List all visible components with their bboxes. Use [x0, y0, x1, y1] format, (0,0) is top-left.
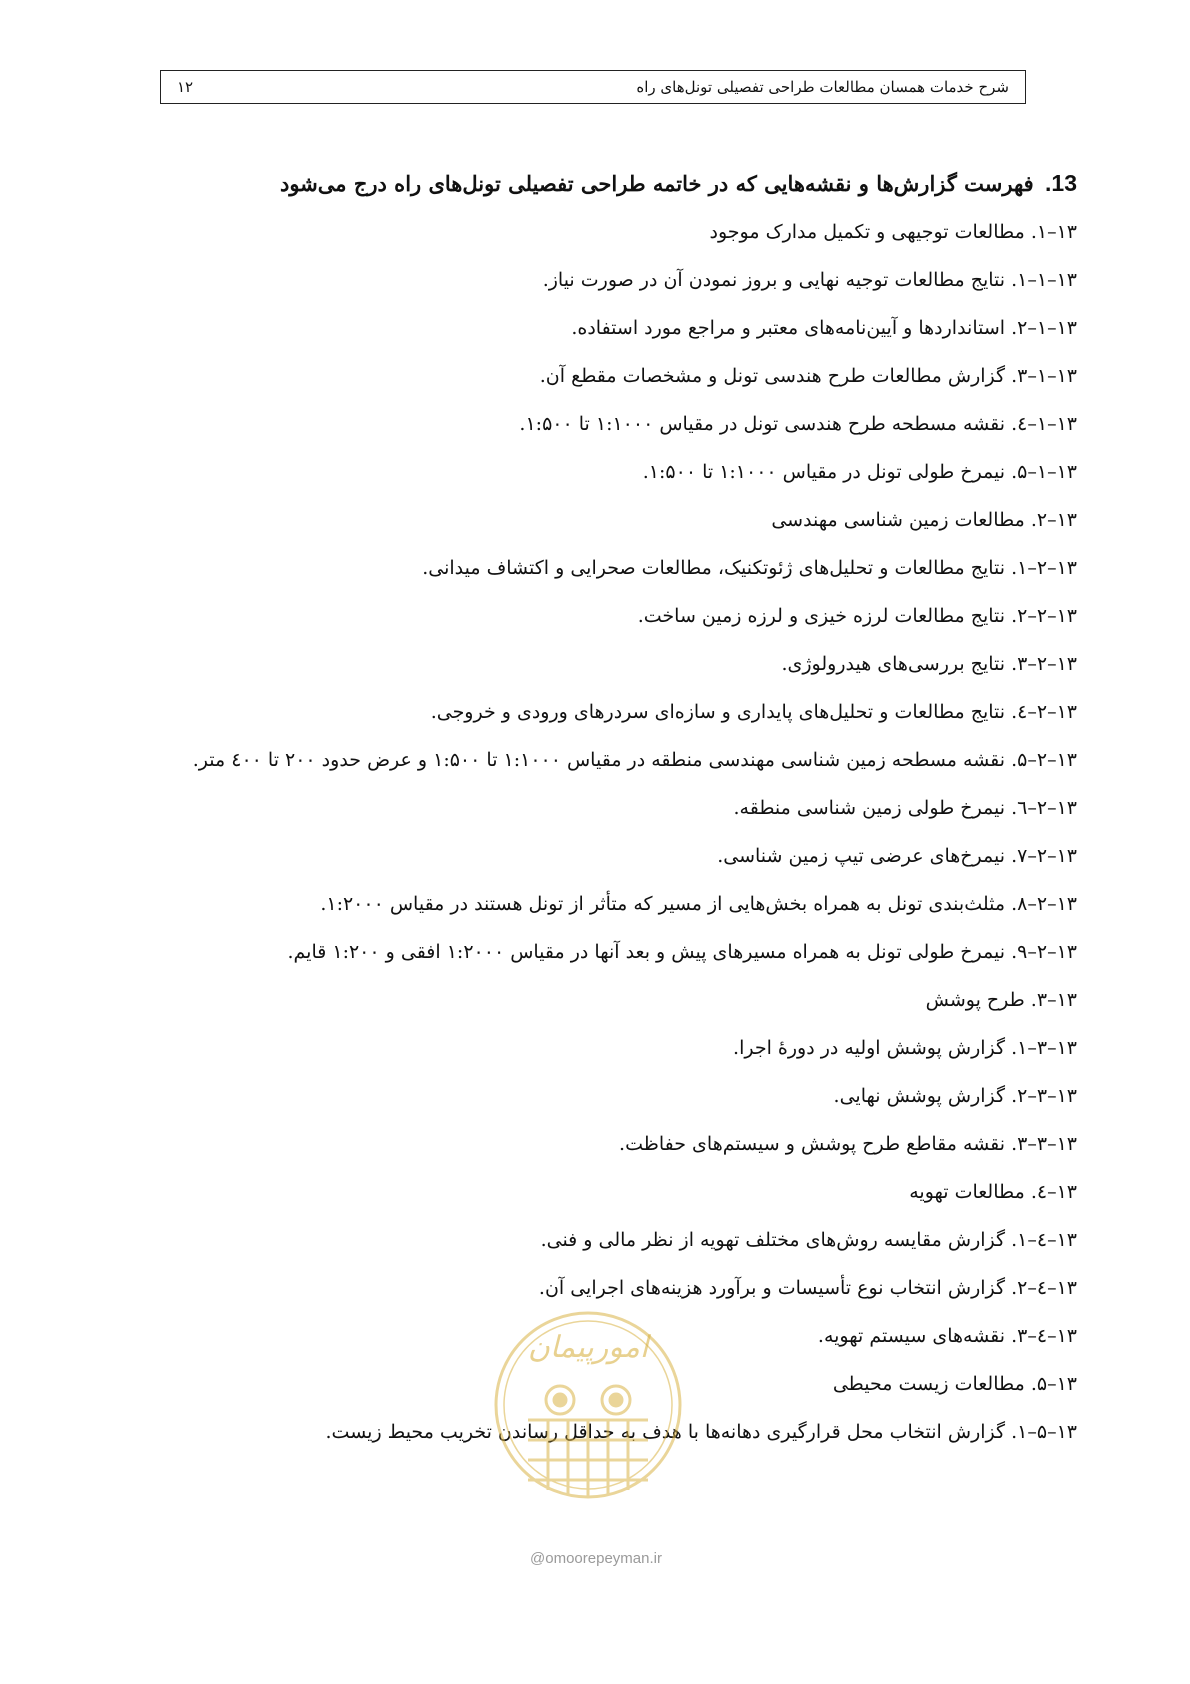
list-item: ۱۳–٤. مطالعات تهویه	[909, 1181, 1077, 1203]
list-item: ۱۳–۱–٤. نقشه مسطحه طرح هندسی تونل در مقیاس ۱:۱۰۰۰ تا ۱:۵۰۰.	[519, 413, 1077, 435]
list-item: ۱۳–۳–۳. نقشه مقاطع طرح پوشش و سیستم‌های حفاظت.	[619, 1133, 1077, 1155]
section-number: 13.	[1045, 170, 1077, 196]
list-item: ۱۳–۲–۲. نتایج مطالعات لرزه خیزی و لرزه زمین ساخت.	[637, 605, 1077, 627]
list-item: ۱۳–۱–۵. نیمرخ طولی تونل در مقیاس ۱:۱۰۰۰ تا ۱:۵۰۰.	[642, 461, 1077, 483]
list-item: ۱۳–۲–۹. نیمرخ طولی تونل به همراه مسیرهای پیش و بعد آنها در مقیاس ۱:۲۰۰۰ افقی و ۱:۲۰۰ قایم.	[287, 941, 1077, 963]
list-item: ۱۳–۵–۱. گزارش انتخاب محل قرارگیری دهانه‌ها با هدف به حداقل رساندن تخریب محیط زیست.	[325, 1421, 1077, 1443]
document-body	[170, 168, 1077, 1465]
list-item: ۱۳–۲–۱. نتایج مطالعات و تحلیل‌های ژئوتکنیک، مطالعات صحرایی و اکتشاف میدانی.	[422, 557, 1077, 579]
list-item: ۱۳–٤–۳. نقشه‌های سیستم تهویه.	[817, 1325, 1077, 1347]
list-item: ۱۳–۲. مطالعات زمین شناسی مهندسی	[771, 509, 1077, 531]
section-title: فهرست گزارش‌ها و نقشه‌هایی که در خاتمه طراحی تفصیلی تونل‌های راه درج می‌شود	[279, 171, 1034, 196]
list-item: ۱۳–۱. مطالعات توجیهی و تکمیل مدارک موجود	[709, 221, 1077, 243]
page-number: ۱۲	[177, 78, 194, 96]
page-header	[160, 70, 1026, 104]
watermark-site: @omoorepeyman.ir	[530, 1550, 662, 1567]
list-item: ۱۳–۳–۱. گزارش پوشش اولیه در دورهٔ اجرا.	[733, 1037, 1077, 1059]
list-item: ۱۳–۲–۵. نقشه مسطحه زمین شناسی مهندسی منطقه در مقیاس ۱:۱۰۰۰ تا ۱:۵۰۰ و عرض حدود ۲۰۰ تا ٤۰۰ متر.	[192, 749, 1077, 771]
at-icon: @	[530, 1550, 546, 1567]
header-title: شرح خدمات همسان مطالعات طراحی تفصیلی تونل‌های راه	[636, 78, 1009, 96]
list-item: ۱۳–٤–۲. گزارش انتخاب نوع تأسیسات و برآورد هزینه‌های اجرایی آن.	[538, 1277, 1077, 1299]
list-item: ۱۳–۲–٦. نیمرخ طولی زمین شناسی منطقه.	[733, 797, 1077, 819]
list-item: ۱۳–۱–۱. نتایج مطالعات توجیه نهایی و بروز نمودن آن در صورت نیاز.	[542, 269, 1077, 291]
list-item: ۱۳–۲–٤. نتایج مطالعات و تحلیل‌های پایداری و سازه‌ای سردرهای ورودی و خروجی.	[430, 701, 1077, 723]
list-item: ۱۳–۱–۳. گزارش مطالعات طرح هندسی تونل و مشخصات مقطع آن.	[539, 365, 1077, 387]
list-item: ۱۳–۲–۳. نتایج بررسی‌های هیدرولوژی.	[781, 653, 1077, 675]
section-heading	[170, 168, 1077, 199]
list-item: ۱۳–۳. طرح پوشش	[925, 989, 1077, 1011]
list-item: ۱۳–۲–۸. مثلث‌بندی تونل به همراه بخش‌هایی از مسیر که متأثر از تونل هستند در مقیاس ۱:۲۰۰۰.	[320, 893, 1077, 915]
list-item: ۱۳–٤–۱. گزارش مقایسه روش‌های مختلف تهویه از نظر مالی و فنی.	[540, 1229, 1077, 1251]
list-item: ۱۳–۳–۲. گزارش پوشش نهایی.	[833, 1085, 1077, 1107]
list-item: ۱۳–۵. مطالعات زیست محیطی	[832, 1373, 1077, 1395]
watermark-stamp-icon	[488, 1305, 688, 1505]
list-item: ۱۳–۱–۲. استانداردها و آیین‌نامه‌های معتبر و مراجع مورد استفاده.	[571, 317, 1077, 339]
stamp-text: امورپیمان	[527, 1330, 649, 1365]
list-item: ۱۳–۲–۷. نیمرخ‌های عرضی تیپ زمین شناسی.	[717, 845, 1077, 867]
